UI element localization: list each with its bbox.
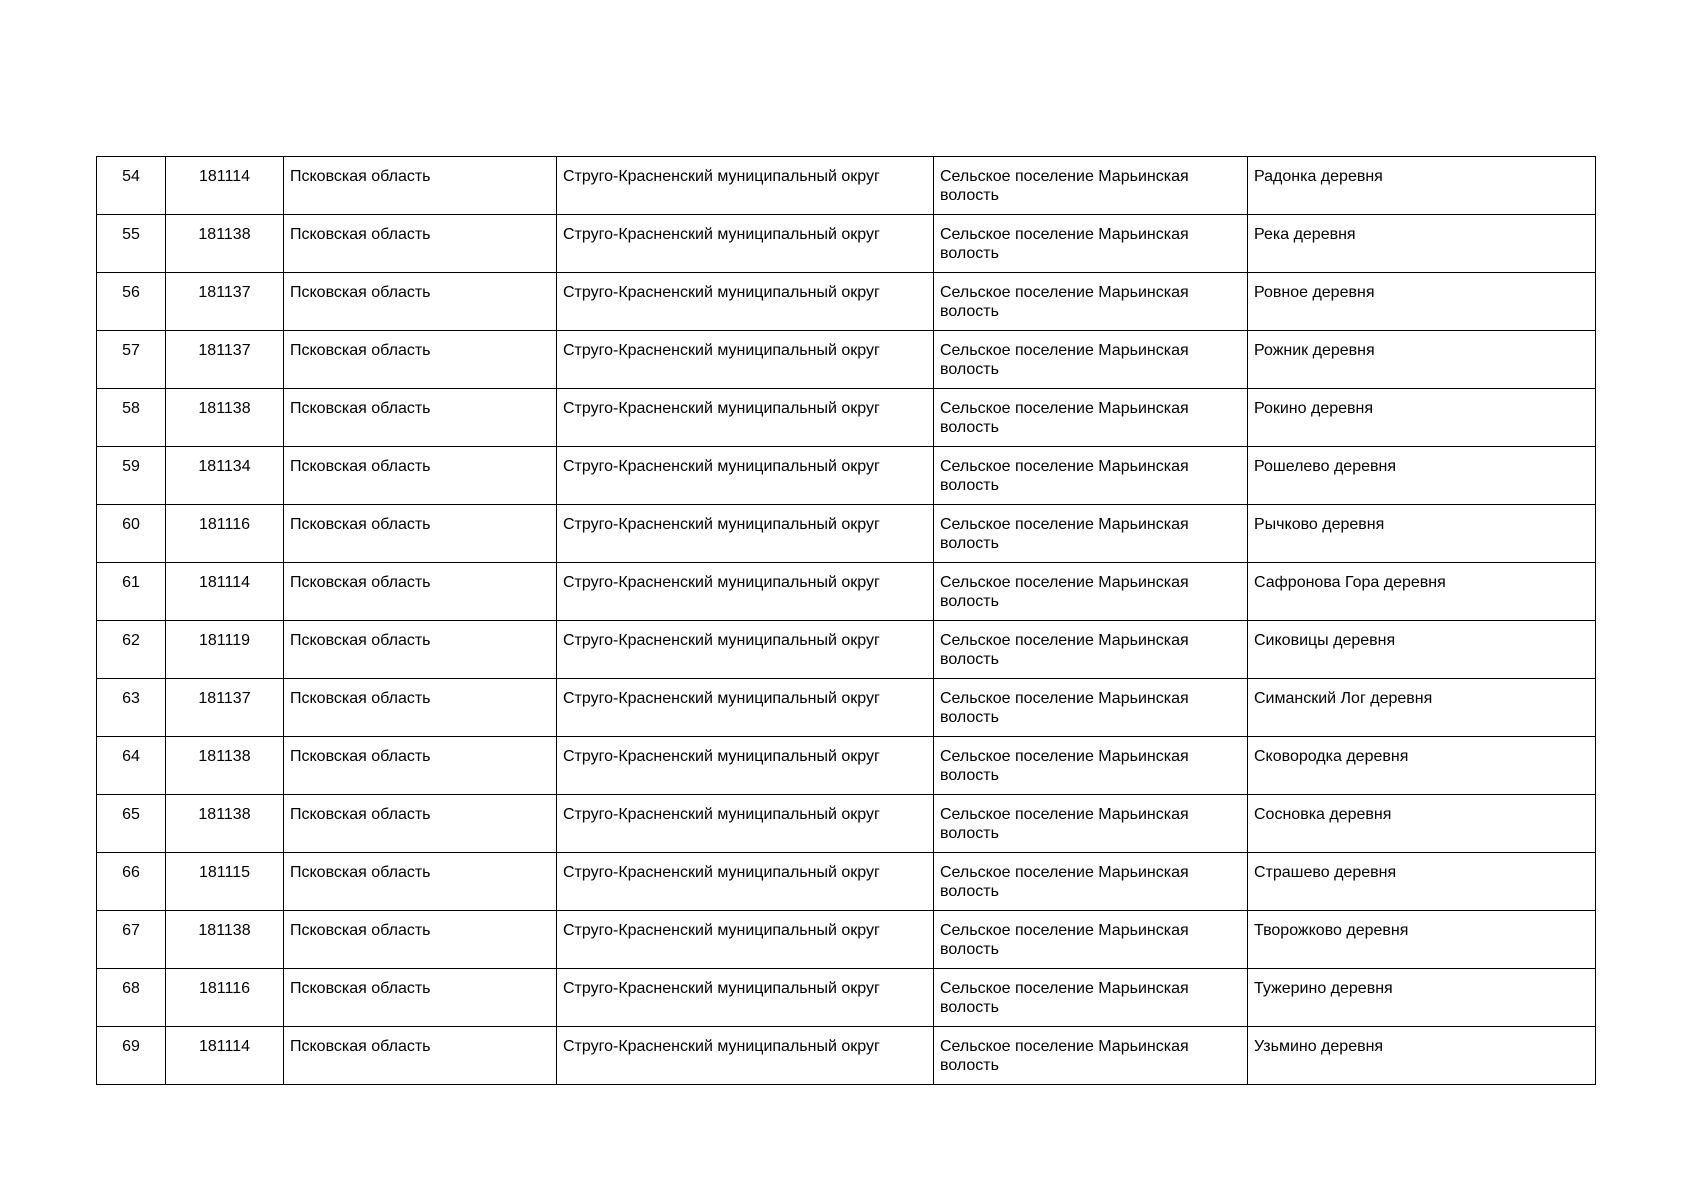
region-cell: Псковская область: [284, 737, 557, 795]
locality-cell: Творожково деревня: [1248, 911, 1596, 969]
row-number-cell: 63: [97, 679, 166, 737]
table-row: [97, 737, 1596, 795]
locality-cell: Узьмино деревня: [1248, 1027, 1596, 1085]
table-row: [97, 505, 1596, 563]
region-cell: Псковская область: [284, 215, 557, 273]
settlements-table: [96, 156, 1596, 1085]
district-cell: Струго-Красненский муниципальный округ: [557, 563, 934, 621]
row-number-cell: 66: [97, 853, 166, 911]
locality-cell: Сосновка деревня: [1248, 795, 1596, 853]
settlement-cell: Сельское поселение Марьинская волость: [934, 737, 1248, 795]
settlement-cell: Сельское поселение Марьинская волость: [934, 505, 1248, 563]
table-body: [97, 157, 1596, 1085]
postal-code-cell: 181115: [166, 853, 284, 911]
locality-cell: Тужерино деревня: [1248, 969, 1596, 1027]
postal-code-cell: 181137: [166, 679, 284, 737]
settlement-cell: Сельское поселение Марьинская волость: [934, 1027, 1248, 1085]
region-cell: Псковская область: [284, 505, 557, 563]
district-cell: Струго-Красненский муниципальный округ: [557, 447, 934, 505]
postal-code-cell: 181138: [166, 389, 284, 447]
district-cell: Струго-Красненский муниципальный округ: [557, 505, 934, 563]
region-cell: Псковская область: [284, 795, 557, 853]
postal-code-cell: 181134: [166, 447, 284, 505]
settlement-cell: Сельское поселение Марьинская волость: [934, 215, 1248, 273]
postal-code-cell: 181138: [166, 215, 284, 273]
postal-code-cell: 181116: [166, 505, 284, 563]
row-number-cell: 67: [97, 911, 166, 969]
row-number-cell: 64: [97, 737, 166, 795]
table-row: [97, 621, 1596, 679]
district-cell: Струго-Красненский муниципальный округ: [557, 389, 934, 447]
region-cell: Псковская область: [284, 679, 557, 737]
region-cell: Псковская область: [284, 273, 557, 331]
row-number-cell: 62: [97, 621, 166, 679]
postal-code-cell: 181138: [166, 911, 284, 969]
district-cell: Струго-Красненский муниципальный округ: [557, 157, 934, 215]
table-row: [97, 157, 1596, 215]
postal-code-cell: 181114: [166, 563, 284, 621]
locality-cell: Сковородка деревня: [1248, 737, 1596, 795]
row-number-cell: 65: [97, 795, 166, 853]
region-cell: Псковская область: [284, 157, 557, 215]
table-row: [97, 447, 1596, 505]
postal-code-cell: 181119: [166, 621, 284, 679]
locality-cell: Река деревня: [1248, 215, 1596, 273]
row-number-cell: 57: [97, 331, 166, 389]
locality-cell: Ровное деревня: [1248, 273, 1596, 331]
locality-cell: Симанский Лог деревня: [1248, 679, 1596, 737]
district-cell: Струго-Красненский муниципальный округ: [557, 853, 934, 911]
region-cell: Псковская область: [284, 563, 557, 621]
settlement-cell: Сельское поселение Марьинская волость: [934, 853, 1248, 911]
table-row: [97, 911, 1596, 969]
row-number-cell: 55: [97, 215, 166, 273]
district-cell: Струго-Красненский муниципальный округ: [557, 679, 934, 737]
settlement-cell: Сельское поселение Марьинская волость: [934, 563, 1248, 621]
region-cell: Псковская область: [284, 911, 557, 969]
settlement-cell: Сельское поселение Марьинская волость: [934, 795, 1248, 853]
settlement-cell: Сельское поселение Марьинская волость: [934, 331, 1248, 389]
locality-cell: Рычково деревня: [1248, 505, 1596, 563]
region-cell: Псковская область: [284, 969, 557, 1027]
table-row: [97, 273, 1596, 331]
table-row: [97, 215, 1596, 273]
district-cell: Струго-Красненский муниципальный округ: [557, 795, 934, 853]
postal-code-cell: 181114: [166, 157, 284, 215]
table-row: [97, 679, 1596, 737]
region-cell: Псковская область: [284, 1027, 557, 1085]
district-cell: Струго-Красненский муниципальный округ: [557, 911, 934, 969]
region-cell: Псковская область: [284, 389, 557, 447]
table-row: [97, 795, 1596, 853]
table-row: [97, 331, 1596, 389]
district-cell: Струго-Красненский муниципальный округ: [557, 621, 934, 679]
postal-code-cell: 181137: [166, 273, 284, 331]
locality-cell: Радонка деревня: [1248, 157, 1596, 215]
row-number-cell: 60: [97, 505, 166, 563]
settlement-cell: Сельское поселение Марьинская волость: [934, 389, 1248, 447]
region-cell: Псковская область: [284, 853, 557, 911]
region-cell: Псковская область: [284, 447, 557, 505]
district-cell: Струго-Красненский муниципальный округ: [557, 737, 934, 795]
row-number-cell: 61: [97, 563, 166, 621]
postal-code-cell: 181137: [166, 331, 284, 389]
settlement-cell: Сельское поселение Марьинская волость: [934, 447, 1248, 505]
row-number-cell: 68: [97, 969, 166, 1027]
region-cell: Псковская область: [284, 331, 557, 389]
row-number-cell: 58: [97, 389, 166, 447]
postal-code-cell: 181138: [166, 737, 284, 795]
row-number-cell: 59: [97, 447, 166, 505]
postal-code-cell: 181114: [166, 1027, 284, 1085]
settlement-cell: Сельское поселение Марьинская волость: [934, 621, 1248, 679]
table-row: [97, 563, 1596, 621]
row-number-cell: 54: [97, 157, 166, 215]
settlement-cell: Сельское поселение Марьинская волость: [934, 157, 1248, 215]
district-cell: Струго-Красненский муниципальный округ: [557, 215, 934, 273]
settlement-cell: Сельское поселение Марьинская волость: [934, 969, 1248, 1027]
settlement-cell: Сельское поселение Марьинская волость: [934, 911, 1248, 969]
table-row: [97, 853, 1596, 911]
district-cell: Струго-Красненский муниципальный округ: [557, 969, 934, 1027]
district-cell: Струго-Красненский муниципальный округ: [557, 1027, 934, 1085]
locality-cell: Рожник деревня: [1248, 331, 1596, 389]
table-row: [97, 969, 1596, 1027]
district-cell: Струго-Красненский муниципальный округ: [557, 331, 934, 389]
row-number-cell: 56: [97, 273, 166, 331]
postal-code-cell: 181138: [166, 795, 284, 853]
row-number-cell: 69: [97, 1027, 166, 1085]
settlement-cell: Сельское поселение Марьинская волость: [934, 679, 1248, 737]
locality-cell: Страшево деревня: [1248, 853, 1596, 911]
locality-cell: Сиковицы деревня: [1248, 621, 1596, 679]
table-row: [97, 389, 1596, 447]
table-row: [97, 1027, 1596, 1085]
settlement-cell: Сельское поселение Марьинская волость: [934, 273, 1248, 331]
region-cell: Псковская область: [284, 621, 557, 679]
postal-code-cell: 181116: [166, 969, 284, 1027]
locality-cell: Рокино деревня: [1248, 389, 1596, 447]
locality-cell: Рошелево деревня: [1248, 447, 1596, 505]
district-cell: Струго-Красненский муниципальный округ: [557, 273, 934, 331]
locality-cell: Сафронова Гора деревня: [1248, 563, 1596, 621]
